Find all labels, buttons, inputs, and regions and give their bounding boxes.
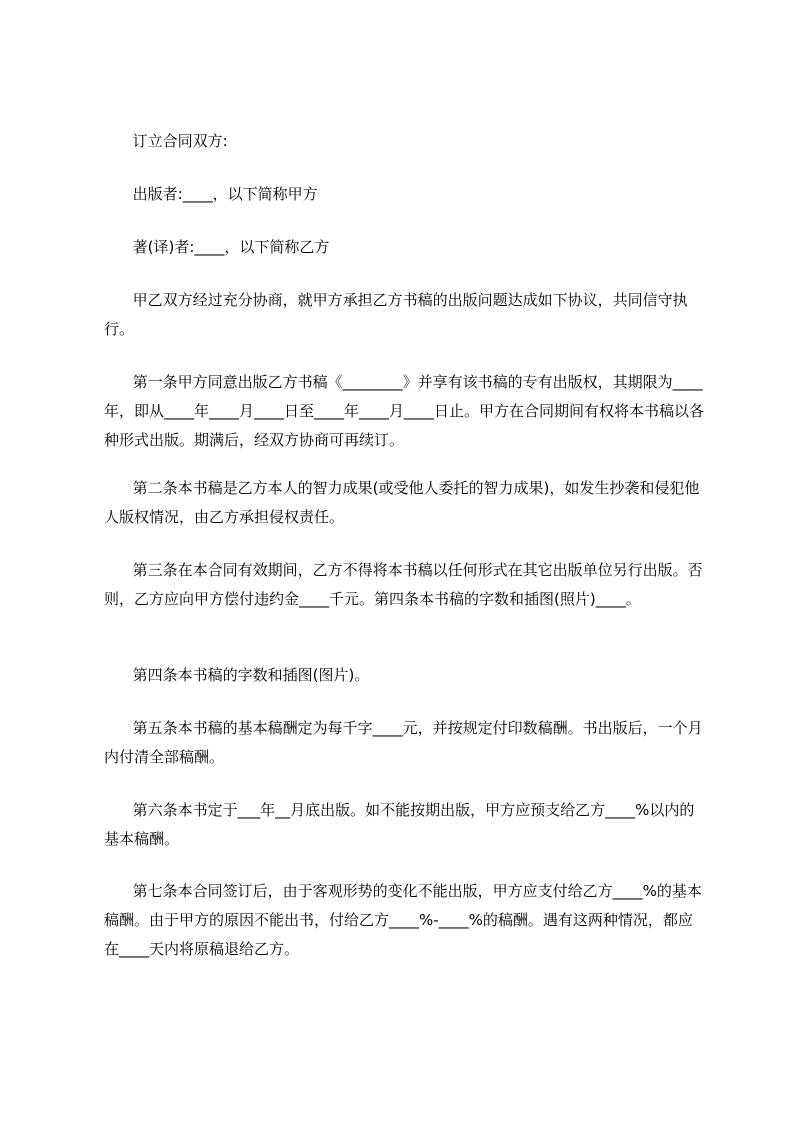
article-3-paragraph: 第三条在本合同有效期间，乙方不得将本书稿以任何形式在其它出版单位另行出版。否则，乙方应向甲方偿付违约金____千元。第四条本书稿的字数和插图(照片)____。 <box>104 561 703 608</box>
article-6-paragraph: 第六条本书定于___年__月底出版。如不能按期出版，甲方应预支给乙方____%以内的基本稿酬。 <box>104 801 695 848</box>
article-1-paragraph: 第一条甲方同意出版乙方书稿《________》并享有该书稿的专有出版权，其期限为____年，即从____年____月____日至____年____月____日止。甲方在合同期间有权将本书稿以各种形式出版。期满后，经双方协商可再续订。 <box>104 373 705 449</box>
author-line: 著(译)者:____，以下简称乙方 <box>104 238 330 256</box>
contract-parties-heading: 订立合同双方: <box>104 132 228 150</box>
article-4-paragraph: 第四条本书稿的字数和插图(图片)。 <box>104 666 370 684</box>
article-2-paragraph: 第二条本书稿是乙方本人的智力成果(或受他人委托的智力成果)，如发生抄袭和侵犯他人版权情况，由乙方承担侵权责任。 <box>104 479 700 526</box>
preamble-paragraph: 甲乙双方经过充分协商，就甲方承担乙方书稿的出版问题达成如下协议，共同信守执行。 <box>104 291 688 338</box>
article-5-paragraph: 第五条本书稿的基本稿酬定为每千字____元，并按规定付印数稿酬。书出版后，一个月内付清全部稿酬。 <box>104 719 703 766</box>
publisher-line: 出版者:____，以下简称甲方 <box>104 185 318 203</box>
article-7-paragraph: 第七条本合同签订后，由于客观形势的变化不能出版，甲方应支付给乙方____%的基本稿酬。由于甲方的原因不能出书，付给乙方____%-____%的稿酬。遇有这两种情况，都应在____天内将原稿退给乙方。 <box>104 882 702 958</box>
